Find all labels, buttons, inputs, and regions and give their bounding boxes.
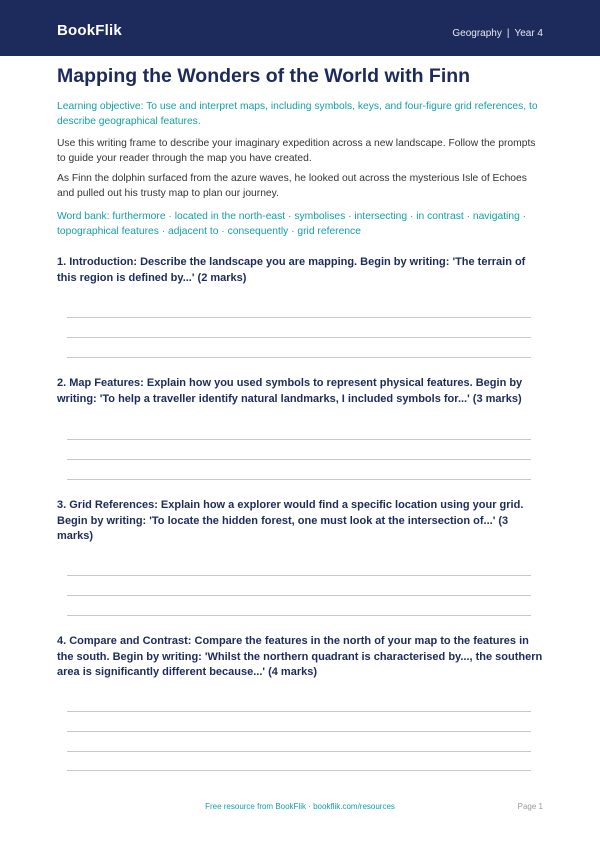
- year-label: Year 4: [514, 28, 543, 39]
- header-bar: [0, 0, 600, 56]
- question-3: 3. Grid References: Explain how a explorer would find a specific location using your grid. Begin by writing: 'To locate the hidden forest, one must look at the intersection of...' (3 marks): [57, 499, 524, 542]
- instructions: Use this writing frame to describe your imaginary expedition across a new landscape. Follow the prompts to guide your reader through the map you have created.: [57, 138, 536, 164]
- word-bank: Word bank: furthermore · located in the north-east · symbolises · intersecting · in contrast · navigating · topographical features · adjacent to · consequently · grid reference: [57, 211, 527, 237]
- subject-label: Geography: [452, 28, 502, 39]
- answer-line[interactable]: [67, 751, 531, 752]
- question-2: 2. Map Features: Explain how you used symbols to represent physical features. Begin by writing: 'To help a traveller identify natural landmarks, I included symbols for...' (3 marks): [57, 377, 523, 405]
- answer-line[interactable]: [67, 337, 531, 338]
- brand-logo: BookFlik: [57, 22, 122, 39]
- story-intro: As Finn the dolphin surfaced from the azure waves, he looked out across the mysterious Isle of Echoes and pulled out his trusty map to plan our journey.: [57, 173, 527, 199]
- answer-line[interactable]: [67, 459, 531, 460]
- answer-line[interactable]: [67, 711, 531, 712]
- page-number: Page 1: [517, 802, 543, 811]
- question-4: 4. Compare and Contrast: Compare the features in the north of your map to the features in the south. Begin by writing: 'Whilst the northern quadrant is characterised by..., the southern area is significantly different because...' (4 marks): [57, 635, 543, 678]
- answer-line[interactable]: [67, 575, 531, 576]
- answer-line[interactable]: [67, 731, 531, 732]
- answer-line[interactable]: [67, 357, 531, 358]
- meta-separator: |: [506, 28, 510, 39]
- answer-line[interactable]: [67, 439, 531, 440]
- question-1: 1. Introduction: Describe the landscape you are mapping. Begin by writing: 'The terrain of this region is defined by...' (2 marks): [57, 256, 526, 284]
- subject-year: [452, 28, 543, 39]
- answer-line[interactable]: [67, 317, 531, 318]
- learning-objective: Learning objective: To use and interpret maps, including symbols, keys, and four-figure grid references, to describe geographical features.: [57, 101, 538, 127]
- answer-line[interactable]: [67, 479, 531, 480]
- answer-line[interactable]: [67, 615, 531, 616]
- answer-line[interactable]: [67, 770, 531, 771]
- answer-line[interactable]: [67, 595, 531, 596]
- footer-credit: Free resource from BookFlik · bookflik.com/resources: [205, 802, 395, 811]
- page-title: Mapping the Wonders of the World with Finn: [57, 65, 471, 87]
